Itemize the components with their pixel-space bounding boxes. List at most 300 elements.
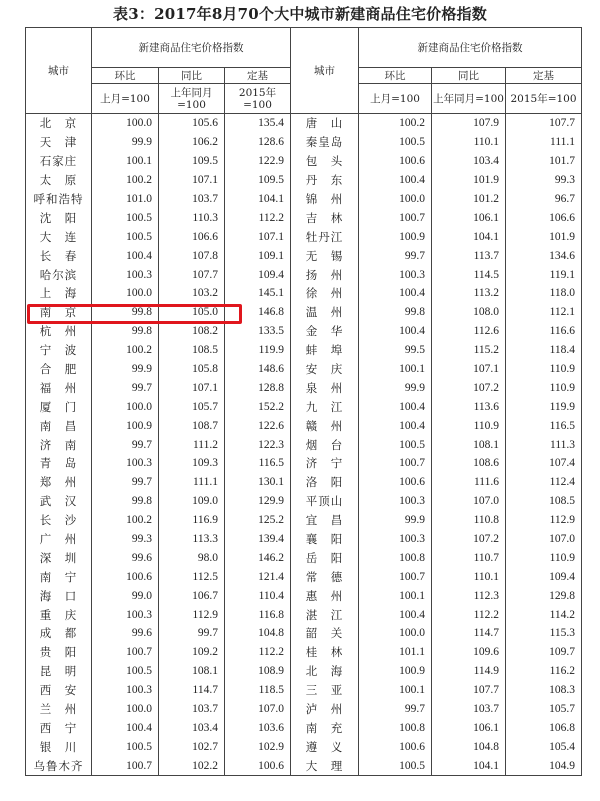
right-base-value: 109.4 — [506, 567, 582, 586]
left-yoy-value: 103.2 — [159, 284, 225, 303]
left-yoy-value: 103.4 — [159, 719, 225, 738]
right-city-name: 遵 义 — [291, 737, 359, 756]
left-mom-value: 99.7 — [92, 473, 159, 492]
left-mom-value: 100.5 — [92, 737, 159, 756]
left-base-value: 103.6 — [225, 719, 291, 738]
left-city-name: 昆 明 — [26, 662, 92, 681]
right-yoy-value: 113.2 — [432, 284, 506, 303]
right-base-value: 106.6 — [506, 208, 582, 227]
right-yoy-value: 108.1 — [432, 435, 506, 454]
right-yoy-value: 110.1 — [432, 133, 506, 152]
left-yoy-value: 103.7 — [159, 700, 225, 719]
left-city-name: 哈尔滨 — [26, 265, 92, 284]
right-base-value: 99.3 — [506, 171, 582, 190]
right-yoy-value: 114.5 — [432, 265, 506, 284]
left-city-name: 济 南 — [26, 435, 92, 454]
base-subheader-right: 2015年=100 — [506, 84, 582, 114]
left-mom-value: 99.9 — [92, 360, 159, 379]
right-mom-value: 100.5 — [359, 133, 432, 152]
left-mom-value: 99.8 — [92, 322, 159, 341]
left-yoy-value: 112.5 — [159, 567, 225, 586]
right-mom-value: 99.7 — [359, 700, 432, 719]
right-mom-value: 100.4 — [359, 284, 432, 303]
index-group-header-right: 新建商品住宅价格指数 — [359, 28, 582, 68]
left-base-value: 110.4 — [225, 586, 291, 605]
right-mom-value: 100.0 — [359, 190, 432, 209]
mom-subheader-left: 上月=100 — [92, 84, 159, 114]
left-city-name: 福 州 — [26, 378, 92, 397]
right-base-value: 109.7 — [506, 643, 582, 662]
right-base-value: 104.9 — [506, 756, 582, 775]
yoy-header-right: 同比 — [432, 68, 506, 84]
left-city-name: 厦 门 — [26, 397, 92, 416]
right-base-value: 119.1 — [506, 265, 582, 284]
right-city-name: 吉 林 — [291, 208, 359, 227]
left-city-name: 天 津 — [26, 133, 92, 152]
right-city-name: 扬 州 — [291, 265, 359, 284]
right-yoy-value: 111.6 — [432, 473, 506, 492]
left-yoy-value: 107.1 — [159, 171, 225, 190]
right-base-value: 101.9 — [506, 227, 582, 246]
table-row — [26, 303, 582, 322]
right-base-value: 111.1 — [506, 133, 582, 152]
left-yoy-value: 108.1 — [159, 662, 225, 681]
left-yoy-value: 116.9 — [159, 511, 225, 530]
right-base-value: 115.3 — [506, 624, 582, 643]
right-yoy-value: 110.7 — [432, 548, 506, 567]
right-yoy-value: 103.4 — [432, 152, 506, 171]
left-base-value: 102.9 — [225, 737, 291, 756]
left-base-value: 121.4 — [225, 567, 291, 586]
table-row — [26, 284, 582, 303]
right-city-name: 丹 东 — [291, 171, 359, 190]
left-mom-value: 99.8 — [92, 492, 159, 511]
left-mom-value: 100.3 — [92, 265, 159, 284]
base-header-left: 定基 — [225, 68, 291, 84]
right-mom-value: 100.6 — [359, 737, 432, 756]
right-mom-value: 100.8 — [359, 548, 432, 567]
right-mom-value: 100.7 — [359, 208, 432, 227]
right-mom-value: 100.3 — [359, 265, 432, 284]
left-city-name: 南 昌 — [26, 416, 92, 435]
right-base-value: 129.8 — [506, 586, 582, 605]
left-yoy-value: 105.7 — [159, 397, 225, 416]
left-yoy-value: 106.7 — [159, 586, 225, 605]
right-base-value: 107.0 — [506, 530, 582, 549]
table-row — [26, 548, 582, 567]
right-yoy-value: 107.7 — [432, 681, 506, 700]
right-base-value: 119.9 — [506, 397, 582, 416]
left-mom-value: 100.2 — [92, 341, 159, 360]
right-mom-value: 100.1 — [359, 360, 432, 379]
right-city-name: 安 庆 — [291, 360, 359, 379]
right-mom-value: 100.6 — [359, 152, 432, 171]
left-base-value: 122.6 — [225, 416, 291, 435]
right-base-value: 96.7 — [506, 190, 582, 209]
left-yoy-value: 98.0 — [159, 548, 225, 567]
left-city-name: 郑 州 — [26, 473, 92, 492]
left-yoy-value: 102.2 — [159, 756, 225, 775]
left-base-value: 135.4 — [225, 114, 291, 133]
right-city-name: 宜 昌 — [291, 511, 359, 530]
left-city-name: 宁 波 — [26, 341, 92, 360]
table-row — [26, 227, 582, 246]
left-city-name: 西 安 — [26, 681, 92, 700]
right-yoy-value: 110.9 — [432, 416, 506, 435]
right-mom-value: 100.5 — [359, 756, 432, 775]
right-yoy-value: 113.6 — [432, 397, 506, 416]
left-city-name: 银 川 — [26, 737, 92, 756]
right-city-name: 南 充 — [291, 719, 359, 738]
table-row — [26, 681, 582, 700]
right-yoy-value: 112.3 — [432, 586, 506, 605]
right-yoy-value: 107.9 — [432, 114, 506, 133]
base-subheader-left: 2015年=100 — [225, 84, 291, 114]
right-city-name: 韶 关 — [291, 624, 359, 643]
right-yoy-value: 115.2 — [432, 341, 506, 360]
right-yoy-value: 107.0 — [432, 492, 506, 511]
right-base-value: 118.0 — [506, 284, 582, 303]
right-yoy-value: 104.1 — [432, 227, 506, 246]
right-yoy-value: 104.1 — [432, 756, 506, 775]
left-mom-value: 99.0 — [92, 586, 159, 605]
table-row — [26, 114, 582, 133]
left-base-value: 109.4 — [225, 265, 291, 284]
table-row — [26, 190, 582, 209]
right-mom-value: 100.4 — [359, 322, 432, 341]
left-yoy-value: 106.6 — [159, 227, 225, 246]
left-mom-value: 100.7 — [92, 643, 159, 662]
right-yoy-value: 103.7 — [432, 700, 506, 719]
right-yoy-value: 114.7 — [432, 624, 506, 643]
left-base-value: 104.8 — [225, 624, 291, 643]
right-yoy-value: 112.2 — [432, 605, 506, 624]
right-mom-value: 100.9 — [359, 227, 432, 246]
right-mom-value: 99.5 — [359, 341, 432, 360]
right-mom-value: 100.0 — [359, 624, 432, 643]
right-yoy-value: 110.1 — [432, 567, 506, 586]
right-mom-value: 100.6 — [359, 473, 432, 492]
table-row — [26, 530, 582, 549]
table-row — [26, 322, 582, 341]
left-base-value: 139.4 — [225, 530, 291, 549]
right-city-name: 唐 山 — [291, 114, 359, 133]
left-base-value: 109.5 — [225, 171, 291, 190]
left-mom-value: 100.9 — [92, 416, 159, 435]
left-base-value: 128.6 — [225, 133, 291, 152]
table-row — [26, 171, 582, 190]
left-mom-value: 99.7 — [92, 435, 159, 454]
right-base-value: 114.2 — [506, 605, 582, 624]
right-city-name: 襄 阳 — [291, 530, 359, 549]
left-base-value: 118.5 — [225, 681, 291, 700]
table-row — [26, 662, 582, 681]
right-base-value: 105.4 — [506, 737, 582, 756]
right-city-name: 湛 江 — [291, 605, 359, 624]
right-mom-value: 99.7 — [359, 246, 432, 265]
left-mom-value: 100.0 — [92, 397, 159, 416]
table-body — [26, 114, 582, 776]
left-yoy-value: 112.9 — [159, 605, 225, 624]
left-mom-value: 99.8 — [92, 303, 159, 322]
table-row — [26, 624, 582, 643]
left-mom-value: 100.4 — [92, 719, 159, 738]
left-base-value: 146.2 — [225, 548, 291, 567]
right-base-value: 112.1 — [506, 303, 582, 322]
left-mom-value: 99.7 — [92, 378, 159, 397]
left-city-name: 乌鲁木齐 — [26, 756, 92, 775]
table-row — [26, 605, 582, 624]
right-city-name: 金 华 — [291, 322, 359, 341]
right-mom-value: 100.2 — [359, 114, 432, 133]
left-city-name: 青 岛 — [26, 454, 92, 473]
right-base-value: 112.9 — [506, 511, 582, 530]
right-city-name: 大 理 — [291, 756, 359, 775]
right-city-name: 平顶山 — [291, 492, 359, 511]
price-index-table — [25, 27, 582, 776]
mom-header-right: 环比 — [359, 68, 432, 84]
left-mom-value: 100.4 — [92, 246, 159, 265]
right-city-name: 锦 州 — [291, 190, 359, 209]
left-mom-value: 99.6 — [92, 548, 159, 567]
table-row — [26, 341, 582, 360]
left-city-name: 杭 州 — [26, 322, 92, 341]
right-city-name: 惠 州 — [291, 586, 359, 605]
right-mom-value: 100.7 — [359, 567, 432, 586]
left-city-name: 长 春 — [26, 246, 92, 265]
left-yoy-value: 105.0 — [159, 303, 225, 322]
left-city-name: 呼和浩特 — [26, 190, 92, 209]
table-row — [26, 152, 582, 171]
right-mom-value: 99.8 — [359, 303, 432, 322]
left-yoy-value: 99.7 — [159, 624, 225, 643]
right-base-value: 118.4 — [506, 341, 582, 360]
right-city-name: 蚌 埠 — [291, 341, 359, 360]
right-city-name: 常 德 — [291, 567, 359, 586]
right-base-value: 108.5 — [506, 492, 582, 511]
right-base-value: 108.3 — [506, 681, 582, 700]
right-mom-value: 100.9 — [359, 662, 432, 681]
left-base-value: 109.1 — [225, 246, 291, 265]
table-row — [26, 586, 582, 605]
right-city-name: 九 江 — [291, 397, 359, 416]
right-mom-value: 99.9 — [359, 511, 432, 530]
table-row — [26, 208, 582, 227]
left-yoy-value: 108.2 — [159, 322, 225, 341]
table-row — [26, 133, 582, 152]
city-header-right: 城市 — [291, 28, 359, 114]
left-mom-value: 100.2 — [92, 171, 159, 190]
table-row — [26, 756, 582, 775]
index-group-header-left: 新建商品住宅价格指数 — [92, 28, 291, 68]
left-mom-value: 100.3 — [92, 681, 159, 700]
left-yoy-value: 105.8 — [159, 360, 225, 379]
table-row — [26, 416, 582, 435]
right-city-name: 赣 州 — [291, 416, 359, 435]
left-mom-value: 100.0 — [92, 114, 159, 133]
table-row — [26, 511, 582, 530]
right-base-value: 111.3 — [506, 435, 582, 454]
right-city-name: 无 锡 — [291, 246, 359, 265]
table-row — [26, 360, 582, 379]
left-mom-value: 99.6 — [92, 624, 159, 643]
right-mom-value: 100.3 — [359, 530, 432, 549]
left-city-name: 南 京 — [26, 303, 92, 322]
right-base-value: 116.6 — [506, 322, 582, 341]
right-mom-value: 100.8 — [359, 719, 432, 738]
left-city-name: 武 汉 — [26, 492, 92, 511]
right-yoy-value: 108.6 — [432, 454, 506, 473]
left-base-value: 125.2 — [225, 511, 291, 530]
right-city-name: 北 海 — [291, 662, 359, 681]
left-yoy-value: 107.8 — [159, 246, 225, 265]
left-yoy-value: 105.6 — [159, 114, 225, 133]
left-base-value: 122.3 — [225, 435, 291, 454]
left-city-name: 石家庄 — [26, 152, 92, 171]
table-row — [26, 492, 582, 511]
left-city-name: 北 京 — [26, 114, 92, 133]
left-yoy-value: 110.3 — [159, 208, 225, 227]
right-base-value: 107.7 — [506, 114, 582, 133]
left-yoy-value: 106.2 — [159, 133, 225, 152]
left-base-value: 108.9 — [225, 662, 291, 681]
left-base-value: 100.6 — [225, 756, 291, 775]
left-base-value: 146.8 — [225, 303, 291, 322]
left-mom-value: 100.5 — [92, 227, 159, 246]
right-yoy-value: 107.2 — [432, 530, 506, 549]
left-city-name: 深 圳 — [26, 548, 92, 567]
left-city-name: 海 口 — [26, 586, 92, 605]
right-yoy-value: 113.7 — [432, 246, 506, 265]
right-mom-value: 100.5 — [359, 435, 432, 454]
left-yoy-value: 109.3 — [159, 454, 225, 473]
left-mom-value: 100.2 — [92, 511, 159, 530]
left-yoy-value: 114.7 — [159, 681, 225, 700]
right-base-value: 110.9 — [506, 378, 582, 397]
left-yoy-value: 111.2 — [159, 435, 225, 454]
left-city-name: 长 沙 — [26, 511, 92, 530]
table-row — [26, 454, 582, 473]
right-yoy-value: 107.2 — [432, 378, 506, 397]
left-city-name: 上 海 — [26, 284, 92, 303]
table-row — [26, 700, 582, 719]
left-yoy-value: 107.1 — [159, 378, 225, 397]
left-city-name: 成 都 — [26, 624, 92, 643]
table-row — [26, 473, 582, 492]
yoy-subheader-right: 上年同月=100 — [432, 84, 506, 114]
left-city-name: 沈 阳 — [26, 208, 92, 227]
right-city-name: 温 州 — [291, 303, 359, 322]
left-base-value: 119.9 — [225, 341, 291, 360]
right-mom-value: 100.1 — [359, 681, 432, 700]
right-mom-value: 100.1 — [359, 586, 432, 605]
right-city-name: 岳 阳 — [291, 548, 359, 567]
mom-header-left: 环比 — [92, 68, 159, 84]
table-row — [26, 378, 582, 397]
left-city-name: 南 宁 — [26, 567, 92, 586]
left-city-name: 重 庆 — [26, 605, 92, 624]
table-header — [26, 28, 582, 114]
right-mom-value: 100.3 — [359, 492, 432, 511]
table-title: 表3：2017年8月70个大中城市新建商品住宅价格指数 — [113, 5, 487, 23]
right-city-name: 秦皇岛 — [291, 133, 359, 152]
right-yoy-value: 106.1 — [432, 208, 506, 227]
left-yoy-value: 109.2 — [159, 643, 225, 662]
right-base-value: 116.2 — [506, 662, 582, 681]
left-mom-value: 100.3 — [92, 454, 159, 473]
city-header-left: 城市 — [26, 28, 92, 114]
left-base-value: 112.2 — [225, 643, 291, 662]
left-base-value: 112.2 — [225, 208, 291, 227]
table-row — [26, 246, 582, 265]
left-base-value: 148.6 — [225, 360, 291, 379]
right-mom-value: 100.4 — [359, 605, 432, 624]
yoy-header-left: 同比 — [159, 68, 225, 84]
table-row — [26, 643, 582, 662]
left-city-name: 广 州 — [26, 530, 92, 549]
left-base-value: 128.8 — [225, 378, 291, 397]
left-mom-value: 100.3 — [92, 605, 159, 624]
left-yoy-value: 108.7 — [159, 416, 225, 435]
right-base-value: 116.5 — [506, 416, 582, 435]
left-city-name: 西 宁 — [26, 719, 92, 738]
right-yoy-value: 107.1 — [432, 360, 506, 379]
left-base-value: 104.1 — [225, 190, 291, 209]
right-yoy-value: 112.6 — [432, 322, 506, 341]
left-city-name: 合 肥 — [26, 360, 92, 379]
table-row — [26, 719, 582, 738]
right-yoy-value: 101.2 — [432, 190, 506, 209]
left-mom-value: 100.6 — [92, 567, 159, 586]
left-city-name: 太 原 — [26, 171, 92, 190]
base-header-right: 定基 — [506, 68, 582, 84]
table-row — [26, 567, 582, 586]
right-city-name: 牡丹江 — [291, 227, 359, 246]
right-city-name: 徐 州 — [291, 284, 359, 303]
right-yoy-value: 106.1 — [432, 719, 506, 738]
left-city-name: 大 连 — [26, 227, 92, 246]
left-mom-value: 100.5 — [92, 208, 159, 227]
right-city-name: 泸 州 — [291, 700, 359, 719]
left-mom-value: 100.0 — [92, 284, 159, 303]
left-base-value: 152.2 — [225, 397, 291, 416]
right-base-value: 101.7 — [506, 152, 582, 171]
left-mom-value: 100.1 — [92, 152, 159, 171]
right-base-value: 107.4 — [506, 454, 582, 473]
left-mom-value: 101.0 — [92, 190, 159, 209]
table-row — [26, 397, 582, 416]
right-yoy-value: 109.6 — [432, 643, 506, 662]
yoy-subheader-left: 上年同月=100 — [159, 84, 225, 114]
left-yoy-value: 111.1 — [159, 473, 225, 492]
left-base-value: 133.5 — [225, 322, 291, 341]
left-base-value: 122.9 — [225, 152, 291, 171]
left-base-value: 116.5 — [225, 454, 291, 473]
right-mom-value: 99.9 — [359, 378, 432, 397]
right-city-name: 洛 阳 — [291, 473, 359, 492]
right-base-value: 110.9 — [506, 360, 582, 379]
left-yoy-value: 108.5 — [159, 341, 225, 360]
right-city-name: 三 亚 — [291, 681, 359, 700]
right-base-value: 105.7 — [506, 700, 582, 719]
left-mom-value: 100.7 — [92, 756, 159, 775]
left-yoy-value: 109.5 — [159, 152, 225, 171]
left-mom-value: 99.3 — [92, 530, 159, 549]
right-base-value: 134.6 — [506, 246, 582, 265]
right-base-value: 106.8 — [506, 719, 582, 738]
table-row — [26, 265, 582, 284]
right-city-name: 泉 州 — [291, 378, 359, 397]
